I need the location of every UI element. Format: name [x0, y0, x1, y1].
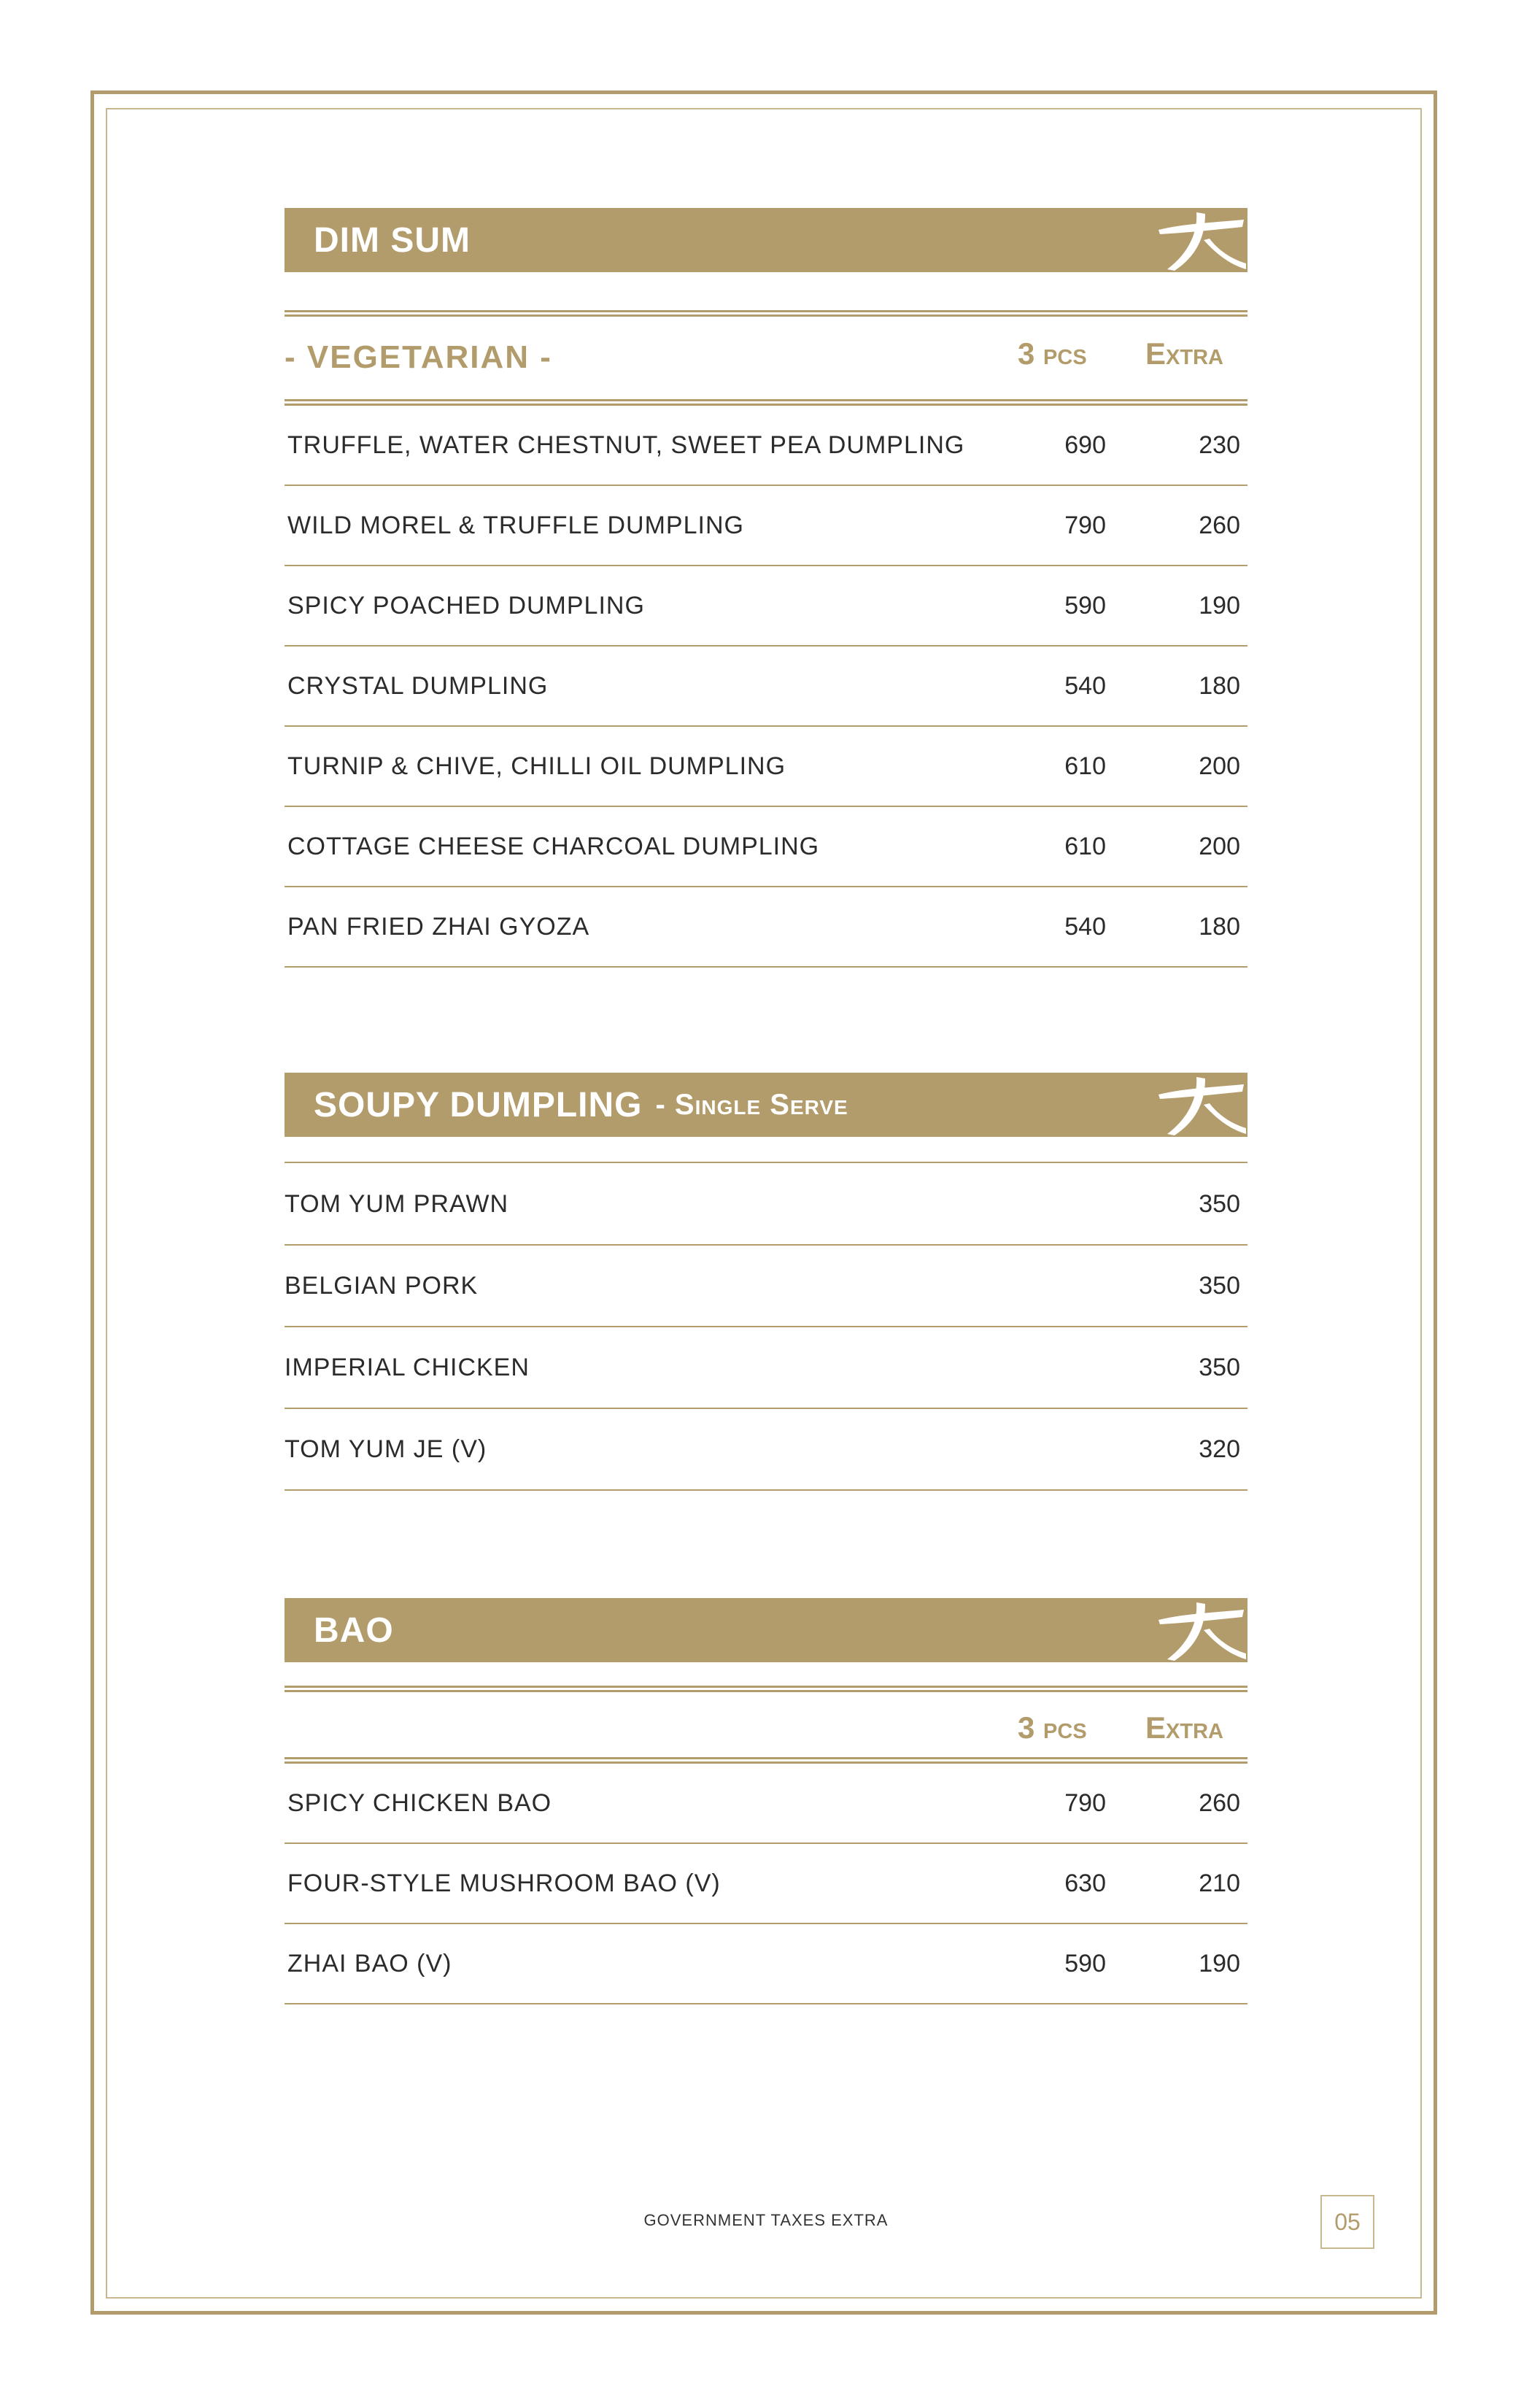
- bao-top-rule: [285, 1686, 1247, 1692]
- bao-banner: [285, 1598, 1247, 1662]
- item-name: IMPERIAL CHICKEN: [285, 1354, 530, 1381]
- item-name: SPICY POACHED DUMPLING: [287, 592, 645, 620]
- item-price-3pcs: 790: [1064, 1789, 1106, 1817]
- item-price-extra: 180: [1199, 672, 1240, 700]
- item-price-extra: 190: [1199, 592, 1240, 620]
- item-price-extra: 190: [1199, 1950, 1240, 1977]
- menu-row: [285, 1327, 1247, 1408]
- item-price-extra: 180: [1199, 913, 1240, 941]
- item-name: COTTAGE CHEESE CHARCOAL DUMPLING: [287, 833, 820, 860]
- item-price-3pcs: 790: [1064, 512, 1106, 539]
- item-price-3pcs: 590: [1064, 592, 1106, 620]
- menu-row: [285, 405, 1247, 485]
- soupy-dumpling-title: SOUPY DUMPLING: [314, 1085, 643, 1124]
- menu-row: [285, 646, 1247, 726]
- item-name: FOUR-STYLE MUSHROOM BAO (V): [287, 1869, 721, 1897]
- menu-row: [285, 1923, 1247, 2004]
- item-price-3pcs: 630: [1064, 1869, 1106, 1897]
- item-price-extra: 260: [1199, 1789, 1240, 1817]
- menu-row: [285, 1163, 1247, 1245]
- menu-row: [285, 485, 1247, 566]
- menu-row: [285, 1408, 1247, 1490]
- item-name: CRYSTAL DUMPLING: [287, 672, 549, 700]
- zhai-brush-logo-icon: [1145, 1073, 1247, 1137]
- dim-sum-col-extra: Extra: [1145, 336, 1223, 371]
- item-name: TURNIP & CHIVE, CHILLI OIL DUMPLING: [287, 752, 786, 780]
- item-name: TRUFFLE, WATER CHESTNUT, SWEET PEA DUMPLING: [287, 431, 965, 459]
- item-price-extra: 260: [1199, 512, 1240, 539]
- row-divider: [285, 1489, 1247, 1491]
- menu-row: [285, 1763, 1247, 1843]
- dim-sum-col-3pcs: 3 pcs: [1018, 336, 1087, 371]
- item-price-3pcs: 540: [1064, 913, 1106, 941]
- soupy-dumpling-subtitle: - Single Serve: [655, 1088, 848, 1121]
- item-name: WILD MOREL & TRUFFLE DUMPLING: [287, 512, 744, 539]
- bao-col-extra: Extra: [1145, 1710, 1223, 1745]
- menu-row: [285, 566, 1247, 646]
- item-name: PAN FRIED ZHAI GYOZA: [287, 913, 590, 941]
- item-price-extra: 200: [1199, 833, 1240, 860]
- menu-row: [285, 726, 1247, 806]
- dim-sum-top-rule: [285, 310, 1247, 317]
- item-price-3pcs: 590: [1064, 1950, 1106, 1977]
- item-price: 350: [1199, 1190, 1240, 1218]
- footer-note: GOVERNMENT TAXES EXTRA: [643, 2211, 889, 2229]
- item-name: TOM YUM PRAWN: [285, 1190, 509, 1218]
- dim-sum-title: DIM SUM: [314, 220, 471, 260]
- menu-row: [285, 1843, 1247, 1923]
- zhai-brush-logo-icon: [1145, 1598, 1247, 1662]
- zhai-brush-logo-icon: [1145, 208, 1247, 272]
- item-price-extra: 230: [1199, 431, 1240, 459]
- menu-row: [285, 806, 1247, 887]
- row-divider: [285, 2003, 1247, 2004]
- item-price: 320: [1199, 1435, 1240, 1463]
- row-divider: [285, 966, 1247, 968]
- item-price-3pcs: 610: [1064, 833, 1106, 860]
- item-name: TOM YUM JE (V): [285, 1435, 487, 1463]
- item-price-extra: 200: [1199, 752, 1240, 780]
- item-price-3pcs: 690: [1064, 431, 1106, 459]
- bao-title: BAO: [314, 1610, 394, 1650]
- page-number: 05: [1320, 2195, 1374, 2249]
- vegetarian-subheading: - VEGETARIAN -: [285, 339, 552, 375]
- menu-row: [285, 887, 1247, 967]
- item-price-extra: 210: [1199, 1869, 1240, 1897]
- item-name: SPICY CHICKEN BAO: [287, 1789, 552, 1817]
- item-price-3pcs: 610: [1064, 752, 1106, 780]
- menu-row: [285, 1245, 1247, 1327]
- item-price-3pcs: 540: [1064, 672, 1106, 700]
- item-name: BELGIAN PORK: [285, 1272, 479, 1300]
- dim-sum-banner: [285, 208, 1247, 272]
- item-price: 350: [1199, 1272, 1240, 1300]
- item-name: ZHAI BAO (V): [287, 1950, 452, 1977]
- bao-col-3pcs: 3 pcs: [1018, 1710, 1087, 1745]
- item-price: 350: [1199, 1354, 1240, 1381]
- soupy-dumpling-banner: [285, 1073, 1247, 1137]
